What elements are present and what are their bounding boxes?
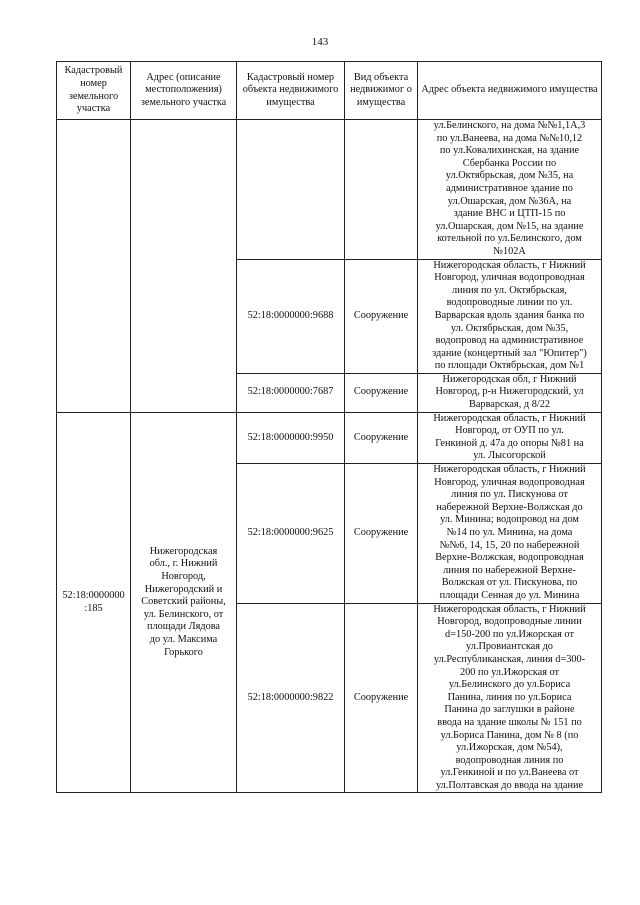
object-address-cell: Нижегородская обл, г Нижний Новгород, р-н Нижегородский, ул Варварская, д 8/22	[418, 373, 602, 412]
header-cadastral-object: Кадастровый номер объекта недвижимого имущества	[237, 62, 345, 120]
land-address-cell	[131, 120, 237, 413]
object-type-cell	[345, 120, 418, 260]
object-address-cell: Нижегородская область, г Нижний Новгород, от ОУП по ул. Генкиной д. 47а до опоры №81 на ул. Лысогорской	[418, 412, 602, 463]
table-row	[57, 120, 602, 260]
object-type-cell: Сооружение	[345, 259, 418, 373]
table-row	[57, 412, 602, 463]
header-cadastral-land: Кадастровый номер земельного участка	[57, 62, 131, 120]
land-address-cell: Нижегородская обл., г. Нижний Новгород, Нижегородский и Советский районы, ул. Белинского, от площади Лядова до ул. Максима Горького	[131, 412, 237, 793]
page-number: 143	[311, 36, 329, 48]
header-object-type: Вид объекта недвижимог о имущества	[345, 62, 418, 120]
header-object-address: Адрес объекта недвижимого имущества	[418, 62, 602, 120]
object-address-cell: Нижегородская область, г Нижний Новгород, водопроводные линии d=150-200 по ул.Ижорская от ул.Провиантская до ул.Республиканская, линия d=300- 200 по ул.Ижорская от ул.Белинского до ул.Бориса Панина, линия по ул.Бориса Панина до заглушки в районе ввода на здание школы № 151 по ул.Бориса Панина, дом № 8 (по ул.Ижорская, дом №54), водопроводная линия по ул.Генкиной и по ул.Ванеева от ул.Полтавская до ввода на здание	[418, 603, 602, 793]
object-cadastral-cell	[237, 120, 345, 260]
object-type-cell: Сооружение	[345, 412, 418, 463]
object-address-cell: ул.Белинского, на дома №№1,1А,3 по ул.Ванеева, на дома №№10,12 по ул.Ковалихинская, на здание Сбербанка России по ул.Октябрьская, дом №35, на административное здание по ул.Ошарская, дом №36А, на здание ВНС и ЦТП-15 по ул.Ошарская, дом №15, на здание котельной по ул.Белинского, дом №102А	[418, 120, 602, 260]
object-cadastral-cell: 52:18:0000000:9950	[237, 412, 345, 463]
object-cadastral-cell: 52:18:0000000:9822	[237, 603, 345, 793]
object-type-cell: Сооружение	[345, 464, 418, 604]
object-address-cell: Нижегородская область, г Нижний Новгород, уличная водопроводная линия по ул. Октябрьская, водопроводные линии по ул. Варварская вдоль здания банка по ул. Октябрьская, дом №35, водопровод на административное здание (концертный зал "Юпитер") по площади Октябрьская, дом №1	[418, 259, 602, 373]
object-type-cell: Сооружение	[345, 373, 418, 412]
table-header-row	[57, 62, 602, 120]
object-address-cell: Нижегородская область, г Нижний Новгород, уличная водопроводная линия по ул. Пискунова от набережной Верхне-Волжская до ул. Минина; водопровод на дом №14 по ул. Минина, на дома №№6, 14, 15, 20 по набережной Верхне-Волжская, водопроводная линия по набережной Верхне- Волжская от ул. Пискунова, по площади Сенная до ул. Минина	[418, 464, 602, 604]
property-table	[56, 61, 602, 793]
header-land-address: Адрес (описание местоположения) земельного участка	[131, 62, 237, 120]
land-cadastral-cell	[57, 120, 131, 413]
object-cadastral-cell: 52:18:0000000:9688	[237, 259, 345, 373]
object-cadastral-cell: 52:18:0000000:9625	[237, 464, 345, 604]
object-cadastral-cell: 52:18:0000000:7687	[237, 373, 345, 412]
land-cadastral-cell: 52:18:0000000 :185	[57, 412, 131, 793]
object-type-cell: Сооружение	[345, 603, 418, 793]
